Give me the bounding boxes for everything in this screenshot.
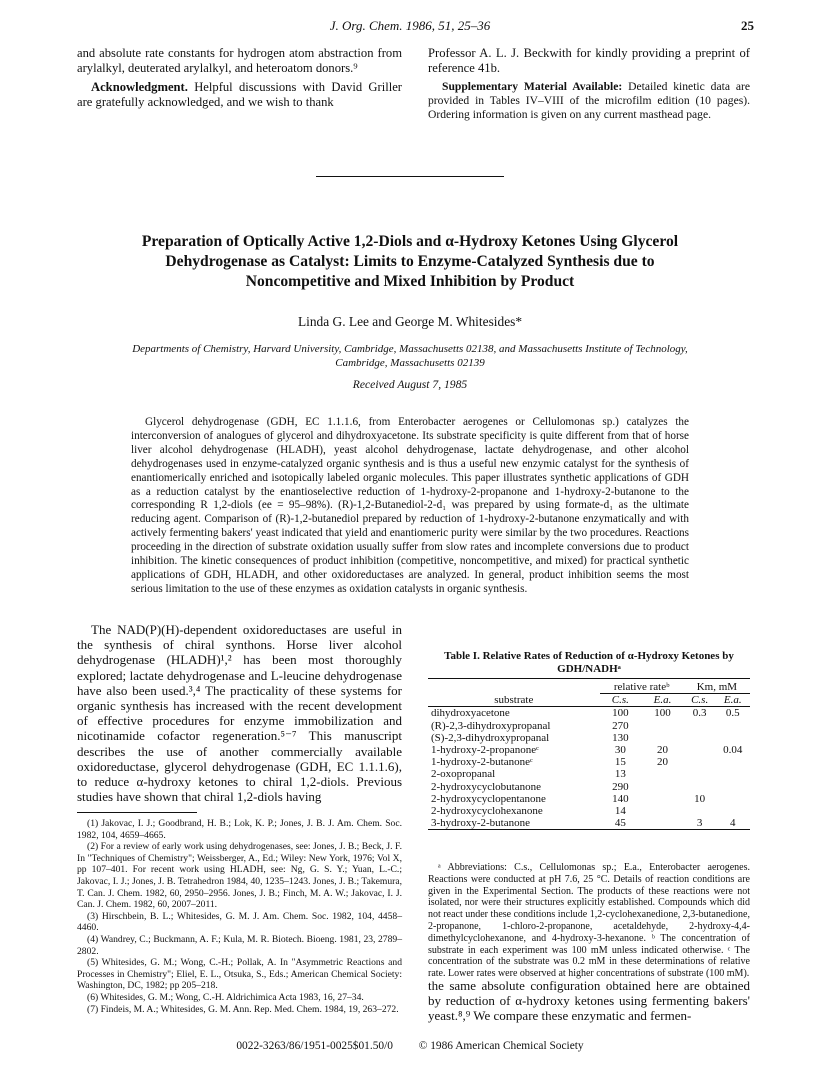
km-header: Km, mM (684, 681, 750, 694)
acknowledgment (77, 80, 402, 110)
supplementary-text: Detailed kinetic data are provided in Tables IV–VIII of the microfilm edition (10 pages). Ordering information is given on any current masthead page. (428, 80, 750, 121)
relative-rate-header: relative rateᵇ (600, 681, 684, 694)
footnote: (2) For a review of early work using dehydrogenases, see: Jones, J. B.; Beck, J. F. In "Techniques of Chemistry"; Weissberger, A., Ed.; Wiley: New York, 1976; Vol X, pp 107–401. For recent work using HLADH, see: Ng, G. S. Y.; Yuan, L.-C.; Jakovac, I. J.; Jones, J. B. Tetrahedron 1984, 40, 1235–1243. Jones, J. B.; Takemura, T. Can. J. Chem. 1982, 60, 2950–2956. Jones, J. B.; Finch, M. A. W.; Jakovac, I. J. Can. J. Chem. 1982, 60, 2007–2011. (77, 841, 402, 911)
footnote: (1) Jakovac, I. J.; Goodbrand, H. B.; Lok, K. P.; Jones, J. B. J. Am. Chem. Soc. 1982, 104, 4659–4665. (77, 818, 402, 841)
substrate-cell: 3-hydroxy-2-butanone (431, 817, 530, 830)
value-cell (684, 756, 716, 768)
table-row (428, 744, 750, 756)
article-title: Preparation of Optically Active 1,2-Diols and α-Hydroxy Ketones Using Glycerol Dehydrogenase as Catalyst: Limits to Enzyme-Catalyzed Synthesis due to Noncompetitive and Mixed Inhibition by Product (141, 233, 679, 290)
received-date: Received August 7, 1985 (352, 378, 468, 391)
value-cell (684, 781, 716, 793)
supplementary-heading: Supplementary Material Available: (442, 80, 623, 93)
value-cell: 20 (656, 744, 668, 757)
ea-km-header: E.a. (715, 694, 750, 707)
value-cell: 3 (696, 817, 703, 830)
table-row (428, 707, 750, 720)
value-cell (715, 793, 750, 805)
value-cell: 10 (694, 792, 706, 805)
previous-article-ending: and absolute rate constants for hydrogen atom abstraction from arylalkyl, deuterated arylalkyl, and heteroatom donors.⁹ (77, 46, 402, 75)
relative-rates-table (428, 678, 750, 834)
top-right-column (428, 46, 750, 122)
table-caption: Table I. Relative Rates of Reduction of α-Hydroxy Ketones by GDH/NADHᵃ (444, 650, 734, 675)
value-cell (715, 756, 750, 768)
substrate-cell: (R)-2,3-dihydroxypropanal (431, 719, 551, 732)
value-cell: 100 (612, 707, 629, 720)
cs-km-header: C.s. (684, 694, 716, 707)
value-cell: 45 (614, 817, 626, 830)
footnote: (3) Hirschbein, B. L.; Whitesides, G. M. J. Am. Chem. Soc. 1982, 104, 4458–4460. (77, 910, 402, 934)
table-row (428, 793, 750, 805)
value-cell (641, 781, 684, 793)
value-cell: 270 (612, 719, 629, 732)
value-cell (641, 768, 684, 780)
table-row (428, 732, 750, 744)
value-cell: 130 (612, 731, 629, 744)
ea-rate-header: E.a. (641, 694, 684, 707)
substrate-cell: 1-hydroxy-2-butanoneᶜ (431, 756, 533, 769)
value-cell (641, 817, 684, 830)
table-row (428, 817, 750, 830)
table-body (428, 707, 750, 830)
substrate-header: substrate (428, 694, 600, 707)
footnote: (7) Findeis, M. A.; Whitesides, G. M. Ann. Rep. Med. Chem. 1984, 19, 263–272. (87, 1003, 399, 1015)
beckwith-thanks: Professor A. L. J. Beckwith for kindly providing a preprint of reference 41b. (428, 46, 750, 75)
value-cell: 100 (654, 707, 671, 720)
footnote: (6) Whitesides, G. M.; Wong, C.-H. Aldrichimica Acta 1983, 16, 27–34. (87, 991, 364, 1003)
value-cell: 30 (614, 744, 626, 757)
table-row (428, 756, 750, 768)
acknowledgment-heading: Acknowledgment. (91, 80, 188, 94)
value-cell: 4 (729, 817, 736, 830)
substrate-cell: 2-hydroxycyclohexanone (431, 805, 543, 818)
value-cell: 14 (614, 805, 626, 818)
substrate-cell: (S)-2,3-dihydroxypropanal (431, 731, 550, 744)
article-authors: Linda G. Lee and George M. Whitesides* (297, 314, 523, 329)
value-cell (715, 732, 750, 744)
running-header: J. Org. Chem. 1986, 51, 25–36 (329, 18, 491, 33)
substrate-cell: 2-hydroxycyclopentanone (431, 792, 546, 805)
footnote: (5) Whitesides, G. M.; Wong, C.-H.; Pollak, A. In "Asymmetric Reactions and Processes in Chemistry"; Eliel, E. L., Otsuka, S., Eds.; American Chemical Society: Washington, DC, 1982; pp 205–218. (77, 957, 402, 992)
top-left-column (77, 46, 402, 110)
page-number: 25 (741, 18, 754, 33)
value-cell (684, 768, 716, 780)
value-cell (641, 805, 684, 817)
table-row (428, 768, 750, 780)
abstract: Glycerol dehydrogenase (GDH, EC 1.1.1.6, from Enterobacter aerogenes or Cellulomonas sp.) catalyzes the interconversion of analogues of glycerol and dihydroxyacetone. Its substrate specificity is quite different from that of horse liver alcohol dehydrogenase (HLADH), yeast alcohol dehydrogenase, lactate dehydrogenase, and other alcohol dehydrogenases used in enzyme-catalyzed organic synthesis and is thus a useful new enzymic catalyst for the synthesis of enantiomerically enriched and isotopically labeled organic molecules. This paper illustrates synthetic applications of GDH as a reduction catalyst by the enantioselective reduction of 1-hydroxy-2-propanone and 1-hydroxy-2-butanone to the corresponding R 1,2-diols (ee = 95–98%). (R)-1,2-Butanediol-2-d₁ was prepared by using formate-d₁ as the ultimate reducing agent. Comparison of (R)-1,2-butanediol prepared by reduction of 1-hydroxy-2-butanone enzymatically and with actively fermenting bakers' yeast indicated that yield and enantiomeric purity were similar by the two procedures. Reactions proceeding in the direction of substrate oxidation usually suffer from slow rates and incomplete conversions due to product inhibition. The kinetic consequences of product inhibition (competitive, noncompetitive, and mixed) for practical synthetic applications of GDH, HLADH, and other oxidoreductases are analyzed. In general, product inhibition seems the most serious limitation to the use of these enzymes as oxidation catalysts in organic synthesis. (131, 416, 689, 595)
value-cell (641, 732, 684, 744)
value-cell: 0.3 (692, 707, 707, 720)
value-cell (641, 793, 684, 805)
value-cell: 290 (612, 780, 629, 793)
value-cell (715, 805, 750, 817)
author-affiliation: Departments of Chemistry, Harvard University, Cambridge, Massachusetts 02138, and Massachusetts Institute of Technology, Cambridge, Massachusetts 02139 (132, 343, 688, 369)
value-cell (684, 744, 716, 756)
table-row (428, 720, 750, 732)
value-cell (684, 805, 716, 817)
body-text-right: the same absolute configuration obtained here are obtained by reduction of α-hydroxy ketones using fermenting bakers' yeast.⁸,⁹ We compare these enzymatic and fermen- (428, 978, 750, 1024)
table-row (428, 805, 750, 817)
article-code: 0022-3263/86/1951-0025$01.50/0 (236, 1040, 393, 1052)
body-text-left: The NAD(P)(H)-dependent oxidoreductases are useful in the synthesis of chiral synthons. Horse liver alcohol dehydrogenase (HLADH)¹,² has been most thoroughly explored; lactate dehydrogenase and L-leucine dehydrogenase have also been used.³,⁴ The practicality of these systems for organic synthesis has increased with the recent development of effective procedures for enzyme immobilization and nicotinamide cofactor regeneration.⁵⁻⁷ This manuscript describes the use of another commercially available oxidoreductase, glycerol dehydrogenase (GDH, EC 1.1.1.6), to reduce α-hydroxy ketones to chiral 1,2-diols. Previous studies have shown that chiral 1,2-diols having (77, 622, 402, 805)
substrate-cell: dihydroxyacetone (431, 707, 510, 720)
table-row (428, 781, 750, 793)
value-cell: 20 (656, 756, 668, 769)
page-footer (0, 1040, 820, 1052)
substrate-cell: 2-oxopropanal (431, 768, 496, 781)
value-cell (641, 720, 684, 732)
value-cell: 13 (614, 768, 626, 781)
value-cell (715, 781, 750, 793)
table-footnotes: ᵃ Abbreviations: C.s., Cellulomonas sp.; E.a., Enterobacter aerogenes. Reactions were conducted at pH 7.6, 25 °C. Details of reaction conditions are given in the Experimental Section. The products of these reactions were not isolated, nor were their structures explicitly established. Compounds which did not react under these conditions include 1,2-cyclohexanedione, 2,3-butanedione, 2-propanone, 1-chloro-2-propanone, acetaldehyde, 2-hydroxy-4,4-dimethylcyclohexanone, and 4-hydroxy-3-hexanone. ᵇ The concentration of substrate in each experiment was 100 mM unless indicated otherwise. ᶜ The concentration of the substrate was 0.2 mM in these determinations of relative rate. Lower rates were observed at higher concentrations of substrate (100 mM). (428, 862, 750, 980)
footnotes (77, 818, 402, 1015)
value-cell: 15 (614, 756, 626, 769)
value-cell: 140 (612, 792, 629, 805)
supplementary-material (428, 80, 750, 122)
value-cell: 0.04 (723, 744, 743, 757)
footnote-rule (77, 812, 197, 813)
value-cell: 0.5 (725, 707, 740, 720)
value-cell (684, 720, 716, 732)
value-cell (715, 720, 750, 732)
acknowledgment-text: Helpful discussions with David Griller are gratefully acknowledged, and we wish to thank (77, 80, 402, 109)
substrate-cell: 1-hydroxy-2-propanoneᶜ (431, 744, 539, 757)
article-separator-rule (316, 176, 504, 177)
cs-rate-header: C.s. (600, 694, 642, 707)
copyright: © 1986 American Chemical Society (418, 1040, 584, 1052)
substrate-cell: 2-hydroxycyclobutanone (431, 780, 541, 793)
footnote: (4) Wandrey, C.; Buckmann, A. F.; Kula, M. R. Biotech. Bioeng. 1981, 23, 2789–2802. (77, 933, 402, 957)
value-cell (715, 768, 750, 780)
value-cell (684, 732, 716, 744)
